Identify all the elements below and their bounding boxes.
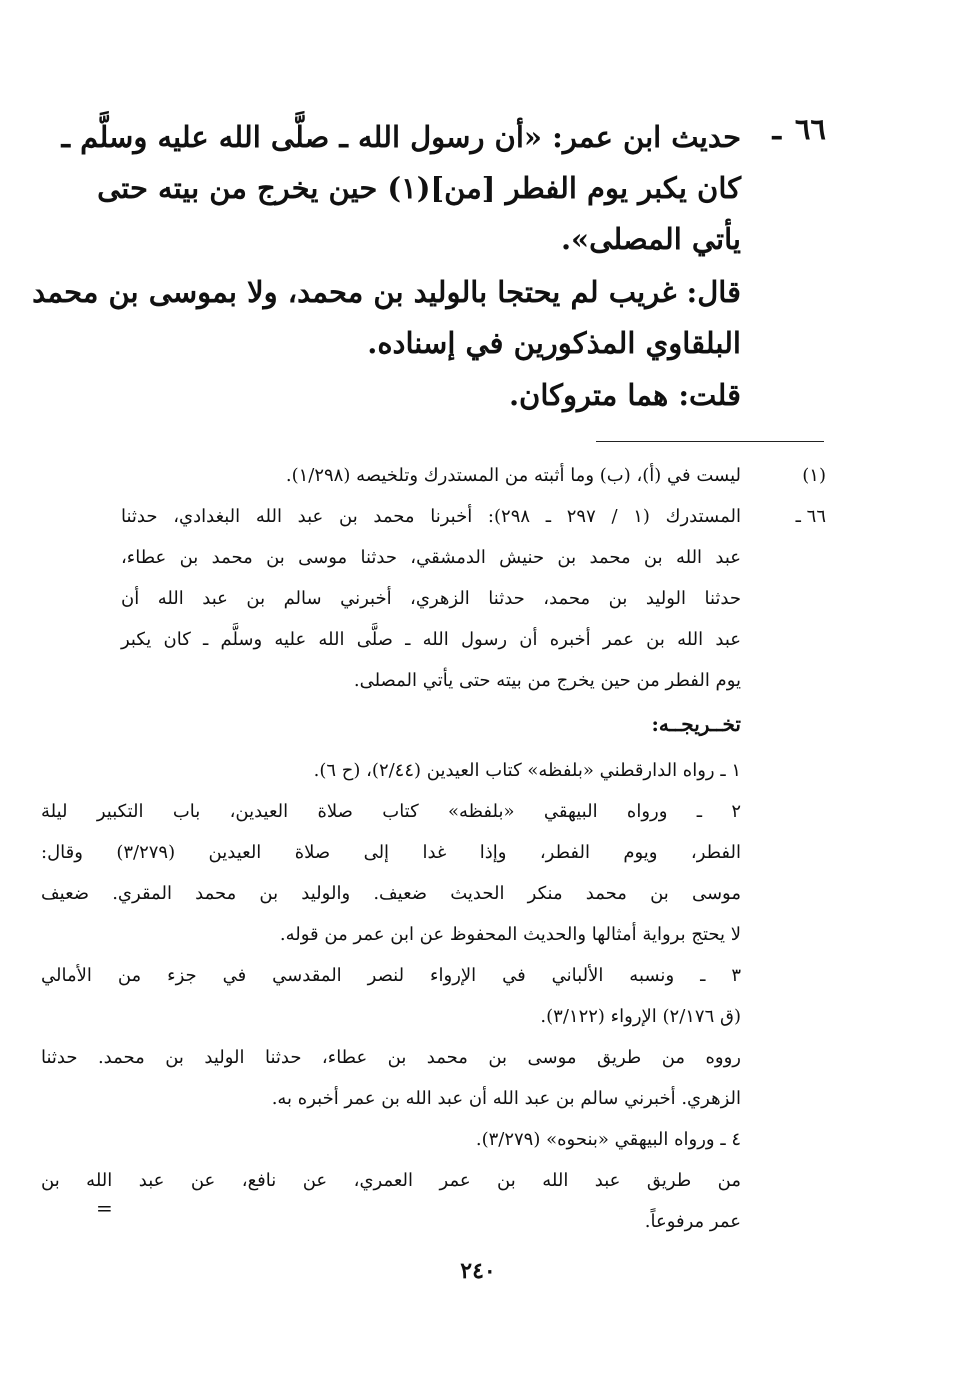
takhrij-line: (ق ٢/١٧٦) الإرواء (٣/١٢٢). — [540, 1006, 741, 1027]
footnote-label: ٦٦ ـ — [795, 506, 826, 527]
takhrij-line: الفطر، ويوم الفطر، وإذا غدا إلى صلاة العيدين (٣/٢٧٩) وقال: — [41, 842, 741, 863]
takhrij-line: ١ ـ رواه الدارقطني «بلفظه» كتاب العيدين (٢/٤٤)، (ح ٦). — [313, 760, 741, 781]
takhrij-item-2 — [41, 791, 741, 832]
qala-text — [32, 267, 741, 369]
takhrij-line: موسى بن محمد منكر الحديث ضعيف. والوليد بن محمد المقري. ضعيف — [41, 883, 741, 904]
footnote-line: حدثنا الوليد بن محمد، حدثنا الزهري، أخبرني سالم بن عبد الله أن — [121, 588, 741, 609]
takhrij-item-4 — [41, 1119, 741, 1160]
footnote-line: ليست في (أ)، (ب) وما أثبته من المستدرك وتلخيصه (١/٢٩٨). — [285, 465, 741, 486]
takhrij-line: ٤ ـ ورواه البيهقي «بنحوه» (٣/٢٧٩). — [475, 1129, 741, 1150]
footnote-line: عبد الله بن محمد بن حنيش الدمشقي، حدثنا موسى بن محمد بن عطاء، — [121, 547, 741, 568]
takhrij-line: ٢ ـ ورواه البيهقي «بلفظه» كتاب صلاة العيدين، باب التكبير ليلة — [41, 801, 741, 822]
footnote-1 — [121, 455, 741, 496]
takhrij-item-4-cont — [41, 1160, 741, 1242]
takhrij-line: لا يحتج برواية أمثالها والحديث المحفوظ عن ابن عمر من قوله. — [279, 924, 741, 945]
takhrij-heading: تخــريجــه: — [651, 712, 741, 736]
takhrij-line: ٣ ـ ونسبه الألباني في الإرواء لنصر المقدسي في جزء من الأمالي — [41, 965, 741, 986]
takhrij-item-2-cont — [41, 832, 741, 955]
continuation-marker: = — [96, 1196, 113, 1220]
hadith-line: كان يكبر يوم الفطر [من](١) حين يخرج من بيته حتى — [97, 171, 741, 205]
footnote-line: يوم الفطر من حين يخرج من بيته حتى يأتي المصلى. — [353, 670, 741, 691]
hadith-line: يأتي المصلى». — [560, 222, 741, 256]
takhrij-item-3-cont — [41, 1037, 741, 1119]
hadith-line: حديث ابن عمر: «أن رسول الله ـ صلَّى الله عليه وسلَّم ـ — [61, 120, 741, 154]
footnote-line: عبد الله بن عمر أخبره أن رسول الله ـ صلَّى الله عليه وسلَّم ـ كان يكبر — [121, 629, 741, 650]
takhrij-line: رووه من طريق موسى بن محمد بن عطاء، حدثنا الوليد بن محمد. حدثنا — [41, 1047, 741, 1068]
qala-line: قال: غريب لم يحتجا بالوليد بن محمد، ولا بموسى بن محمد — [32, 275, 741, 309]
takhrij-item-1 — [41, 750, 741, 791]
footnote-line: المستدرك (١ / ٢٩٧ ـ ٢٩٨): أخبرنا محمد بن عبد الله البغدادي، حدثنا — [121, 506, 741, 527]
takhrij-line: من طريق عبد الله بن عمر العمري، عن نافع، عن عبد الله بن — [41, 1170, 741, 1191]
footnote-label: (١) — [802, 465, 826, 486]
footnote-66 — [121, 496, 741, 701]
page-number: ٢٤٠ — [460, 1258, 496, 1284]
qultu-line: قلت: هما متروكان. — [508, 378, 741, 412]
takhrij-item-3 — [41, 955, 741, 1037]
hadith-text — [61, 112, 741, 265]
qala-line: البلقاوي المذكورين في إسناده. — [367, 326, 741, 360]
takhrij-line: عمر مرفوعاً. — [644, 1211, 741, 1232]
hadith-number: ٦٦ — [794, 112, 826, 146]
footnote-separator — [596, 441, 824, 442]
qultu-text — [121, 370, 741, 421]
hadith-dash: ـ — [772, 112, 781, 146]
takhrij-line: الزهري. أخبرني سالم بن عبد الله أن عبد الله بن عمر أخبره به. — [271, 1088, 741, 1109]
